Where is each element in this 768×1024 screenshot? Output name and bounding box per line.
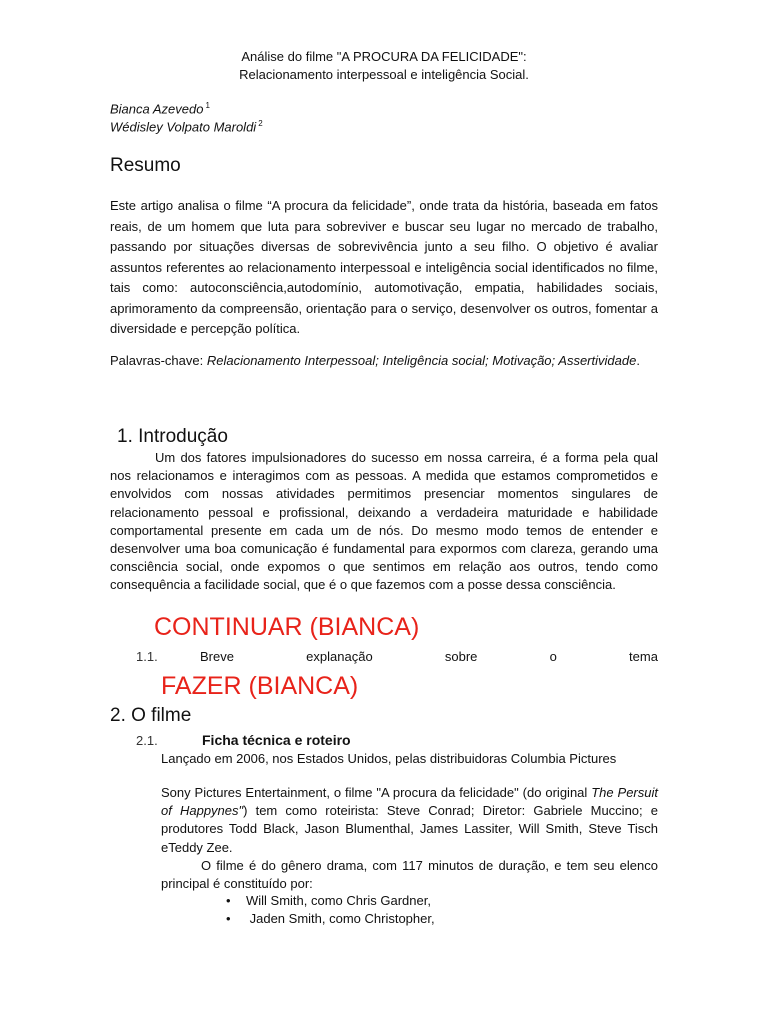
author-1	[110, 101, 210, 116]
filme-text-b: ) tem como roteirista: Steve Conrad; Diretor: Gabriele Muccino; e produtores Todd Black, Jason Blumenthal, James Lassiter, Will Smith, Steve Tisch eTeddy Zee.	[161, 803, 658, 855]
sub-word: tema	[629, 649, 658, 664]
keywords-list: Relacionamento Interpessoal; Inteligência social; Motivação; Assertividade	[206, 353, 637, 368]
cast-item-text: Will Smith, como Chris Gardner,	[246, 893, 431, 908]
section-1-heading: 1. Introdução	[117, 426, 228, 447]
note-continuar: CONTINUAR (BIANCA)	[154, 613, 420, 641]
section-2-heading: 2. O filme	[110, 705, 192, 726]
author-2	[110, 119, 263, 134]
author-1-mark: 1	[205, 101, 210, 110]
sub-word: Breve	[200, 649, 234, 664]
filme-paragraph-1	[161, 784, 658, 857]
author-2-name: Wédisley Volpato Maroldi	[110, 119, 257, 135]
subsection-1-1	[136, 649, 658, 664]
subsection-1-1-title	[200, 649, 658, 664]
subsection-2-1-number: 2.1.	[136, 733, 158, 748]
sub-word: sobre	[444, 649, 478, 664]
note-fazer: FAZER (BIANCA)	[161, 672, 359, 700]
resumo-heading: Resumo	[110, 155, 181, 176]
doc-title-line-1: Análise do filme "A PROCURA DA FELICIDADE":	[241, 49, 527, 64]
cast-item-text: Jaden Smith, como Christopher,	[246, 911, 435, 926]
resumo-body: Este artigo analisa o filme “A procura da felicidade”, onde trata da história, baseada em fatos reais, de um homem que luta para sobreviver e buscar seu lugar no mercado de trabalho, passando por situações diversas de sobrevivência junto a seu filho. O objetivo é avaliar assuntos referentes ao relacionamento interpessoal e inteligência social identificados no filme, tais como: autoconsciência,autodomínio, automotivação, empatia, habilidades sociais, aprimoramento da compreensão, orientação para o serviço, desenvolver os outros, fomentar a diversidade e percepção política.	[110, 198, 658, 336]
filme-line-1: Lançado em 2006, nos Estados Unidos, pelas distribuidoras Columbia Pictures	[161, 751, 617, 766]
keywords-end: .	[636, 353, 640, 368]
original-title: The Persuit of Happynes"	[161, 785, 658, 819]
keywords-label: Palavras-chave:	[110, 353, 204, 368]
subsection-2-1-title: Ficha técnica e roteiro	[202, 732, 351, 748]
subsection-2-1	[136, 732, 351, 750]
filme-text-a: Sony Pictures Entertainment, o filme "A procura da felicidade" (do original	[161, 785, 592, 800]
doc-title-line-2: Relacionamento interpessoal e inteligência Social.	[239, 67, 529, 82]
author-2-mark: 2	[258, 119, 263, 128]
bullet-icon: •	[226, 893, 231, 908]
bullet-icon: •	[226, 911, 231, 926]
introducao-body: Um dos fatores impulsionadores do sucesso em nossa carreira, é a forma pela qual nos relacionamos e interagimos com as pessoas. A medida que estamos comprometidos e envolvidos com nossas atividades permitimos presenciar momentos singulares de relacionamento pessoal e profissional, deixando a verdadeira maturidade e habilidade comportamental presente em cada um de nós. Do mesmo modo temos de entender e desenvolver uma boa comunicação é fundamental para expormos com clareza, gerando uma consciência social, onde expomos o que sentimos em relação aos outros, tendo como consequência a facilidade social, que é o que fazemos com a posse dessa consciência.	[110, 450, 658, 593]
sub-word: o	[549, 649, 557, 664]
author-1-name: Bianca Azevedo	[110, 101, 204, 117]
sub-word: explanação	[306, 649, 373, 664]
keywords	[110, 351, 658, 372]
subsection-1-1-number: 1.1.	[136, 649, 158, 664]
filme-paragraph-2: O filme é do gênero drama, com 117 minutos de duração, e tem seu elenco principal é constituído por:	[161, 858, 658, 892]
